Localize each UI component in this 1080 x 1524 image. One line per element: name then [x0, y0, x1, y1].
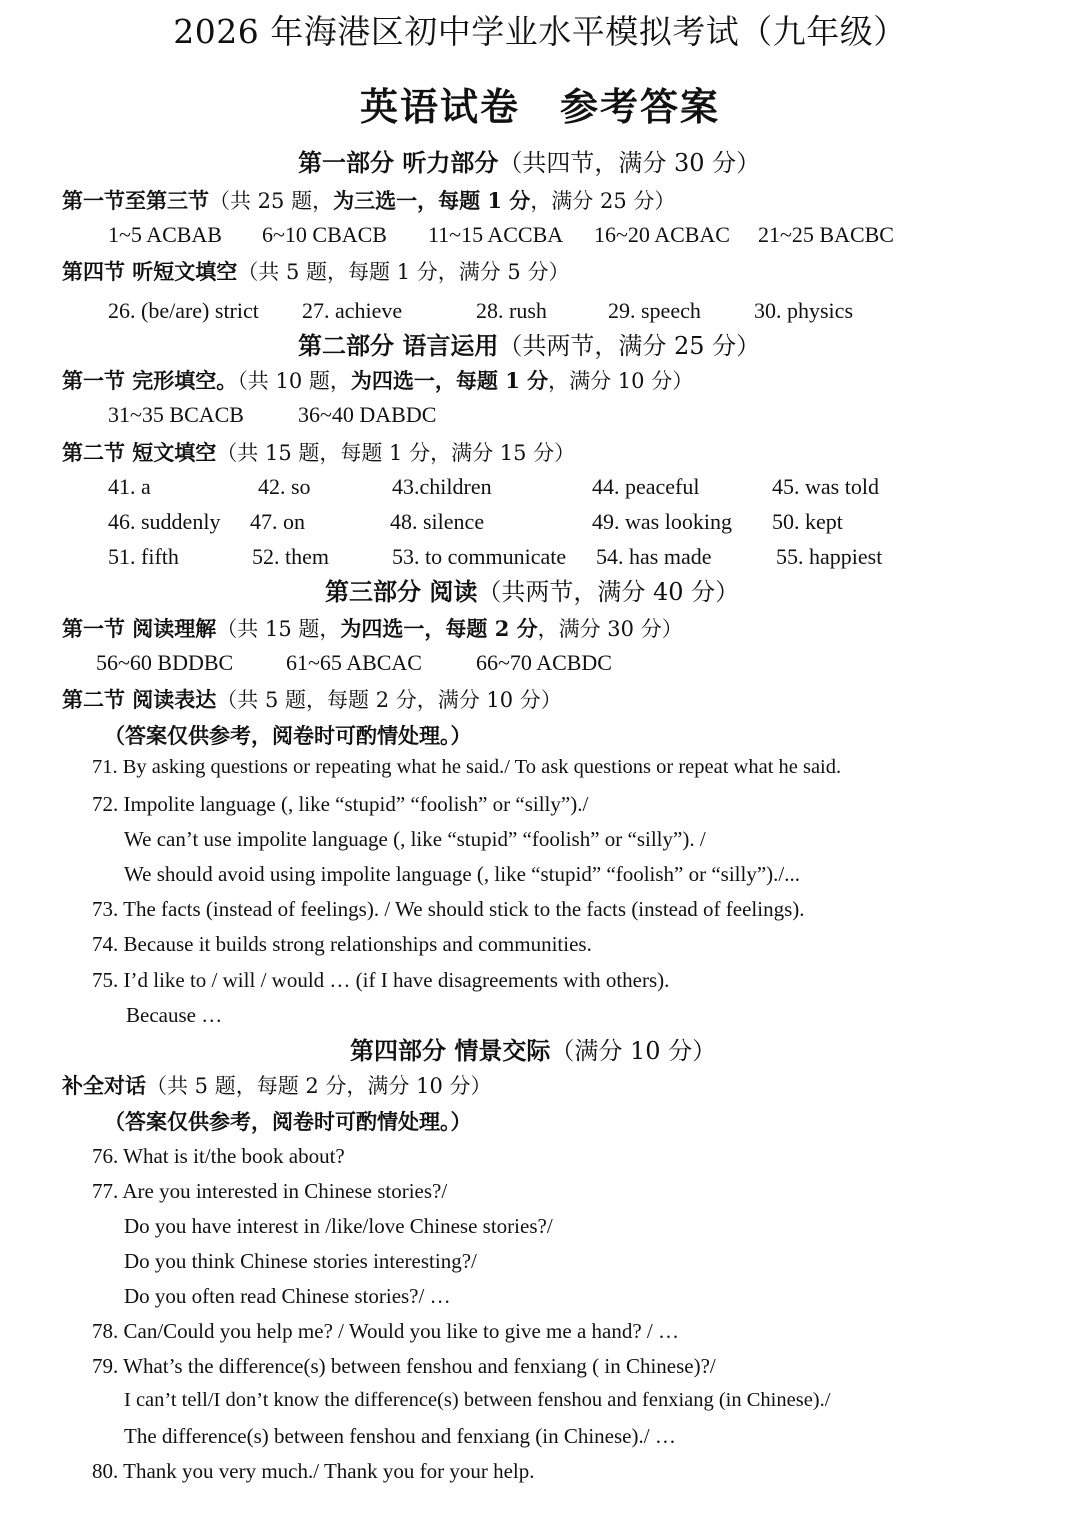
answer-line: Do you think Chinese stories interesting?/ [124, 1249, 477, 1273]
section-detail-bold: 为四选一，每题 2 分 [340, 616, 538, 641]
answer-item: 46. suddenly [108, 509, 221, 534]
answer-item: 45. was told [772, 474, 879, 499]
part4-sec1-heading [62, 1070, 492, 1100]
part1-score: （共四节，满分 30 分） [498, 149, 761, 177]
answer-item: 49. was looking [592, 509, 732, 534]
answer-line: 72. Impolite language (, like “stupid” “foolish” or “silly”)./ [92, 792, 589, 816]
answer-line: We can’t use impolite language (, like “stupid” “foolish” or “silly”). / [124, 827, 706, 851]
section-name: 第二节 阅读表达 [62, 687, 217, 712]
answer-group: 6~10 CBACB [262, 222, 387, 247]
section-detail: （共 10 题， [237, 369, 351, 393]
section-detail: （共 15 题，每题 1 分，满分 15 分） [216, 441, 576, 465]
part1-title: 第一部分 听力部分 [298, 148, 499, 177]
answer-item: 50. kept [772, 509, 843, 534]
answer-item: 55. happiest [776, 544, 883, 569]
answer-item: 27. achieve [302, 298, 403, 323]
answer-line: 80. Thank you very much./ Thank you for your help. [92, 1459, 535, 1483]
part2-sec1-heading [62, 365, 693, 395]
part2-heading [298, 326, 760, 361]
part3-title: 第三部分 阅读 [325, 577, 478, 606]
answer-group: 31~35 BCACB [108, 402, 244, 427]
answer-item: 44. peaceful [592, 474, 700, 499]
answer-line: 75. I’d like to / will / would … (if I have disagreements with others). [92, 968, 670, 992]
grading-note: （答案仅供参考，阅卷时可酌情处理。） [104, 1109, 472, 1134]
answer-group: 1~5 ACBAB [108, 222, 222, 247]
answer-group: 16~20 ACBAC [594, 222, 730, 247]
answer-item: 43.children [392, 474, 492, 499]
answer-item: 47. on [250, 509, 305, 534]
section-detail: ，满分 30 分） [537, 617, 683, 641]
part3-sec2-heading [62, 684, 562, 714]
part2-score: （共两节，满分 25 分） [498, 332, 761, 360]
section-detail: ，满分 10 分） [548, 369, 694, 393]
answer-group: 36~40 DABDC [298, 402, 437, 427]
section-detail: （共 15 题， [216, 617, 341, 641]
section-detail: （共 5 题，每题 1 分，满分 5 分） [237, 260, 570, 284]
answer-item: 28. rush [476, 298, 547, 323]
answer-line: 71. By asking questions or repeating what he said./ To ask questions or repeat what he said. [92, 756, 842, 778]
answer-item: 26. (be/are) strict [108, 298, 259, 323]
answer-line: Do you often read Chinese stories?/ … [124, 1284, 451, 1308]
part1-sec4-heading [62, 256, 569, 286]
answer-item: 48. silence [390, 509, 485, 534]
exam-title: 2026 年海港区初中学业水平模拟考试（九年级） [173, 12, 907, 51]
part4-heading [350, 1031, 716, 1066]
answer-key-subtitle: 英语试卷 参考答案 [359, 84, 720, 129]
answer-line: 77. Are you interested in Chinese stories?/ [92, 1179, 448, 1203]
section-detail: （共 5 题，每题 2 分，满分 10 分） [216, 688, 562, 712]
answer-item: 42. so [258, 474, 311, 499]
answer-group: 66~70 ACBDC [476, 650, 612, 675]
answer-line: 76. What is it/the book about? [92, 1144, 345, 1168]
section-name: 第一节 阅读理解 [62, 616, 217, 641]
answer-group: 56~60 BDDBC [96, 650, 234, 675]
answer-line: 73. The facts (instead of feelings). / We should stick to the facts (instead of feelings). [92, 897, 805, 921]
answer-item: 51. fifth [108, 544, 179, 569]
answer-group: 61~65 ABCAC [286, 650, 422, 675]
answer-group: 21~25 BACBC [758, 222, 894, 247]
section-detail: （共 25 题， [209, 189, 334, 213]
answer-line: I can’t tell/I don’t know the difference(s) between fenshou and fenxiang (in Chinese)./ [124, 1389, 831, 1411]
answer-line: 79. What’s the difference(s) between fenshou and fenxiang ( in Chinese)?/ [92, 1354, 716, 1378]
part3-heading [325, 572, 739, 607]
answer-line: 78. Can/Could you help me? / Would you like to give me a hand? / … [92, 1319, 679, 1343]
answer-line: The difference(s) between fenshou and fenxiang (in Chinese)./ … [124, 1424, 676, 1448]
part3-sec1-heading [62, 613, 683, 643]
answer-line: Do you have interest in /like/love Chinese stories?/ [124, 1214, 553, 1238]
part4-score: （满分 10 分） [550, 1037, 717, 1065]
section-name: 第四节 听短文填空 [62, 259, 238, 284]
answer-item: 52. them [252, 544, 329, 569]
answer-item: 54. has made [596, 544, 712, 569]
part2-sec2-heading [62, 437, 575, 467]
section-name: 第二节 短文填空 [62, 440, 217, 465]
grading-note: （答案仅供参考，阅卷时可酌情处理。） [104, 723, 472, 748]
section-detail-bold: 为三选一，每题 1 分 [333, 188, 531, 213]
answer-line: 74. Because it builds strong relationships and communities. [92, 932, 592, 956]
answer-line: Because … [126, 1003, 223, 1027]
section-name: 第一节 完形填空。 [62, 368, 238, 393]
section-detail: ，满分 25 分） [530, 189, 676, 213]
answer-item: 41. a [108, 474, 151, 499]
section-name: 补全对话 [62, 1073, 146, 1098]
answer-line: We should avoid using impolite language (, like “stupid” “foolish” or “silly”)./... [124, 862, 800, 886]
section-detail-bold: 为四选一，每题 1 分 [350, 368, 549, 393]
part1-heading [298, 143, 760, 178]
part4-title: 第四部分 情景交际 [350, 1036, 551, 1065]
answer-group: 11~15 ACCBA [428, 222, 564, 247]
part1-sec1-heading [62, 185, 675, 215]
part2-title: 第二部分 语言运用 [298, 331, 499, 360]
section-name: 第一节至第三节 [62, 188, 209, 213]
answer-item: 29. speech [608, 298, 701, 323]
section-detail: （共 5 题，每题 2 分，满分 10 分） [146, 1074, 492, 1098]
answer-item: 30. physics [754, 298, 853, 323]
part3-score: （共两节，满分 40 分） [477, 578, 740, 606]
answer-item: 53. to communicate [392, 544, 567, 569]
